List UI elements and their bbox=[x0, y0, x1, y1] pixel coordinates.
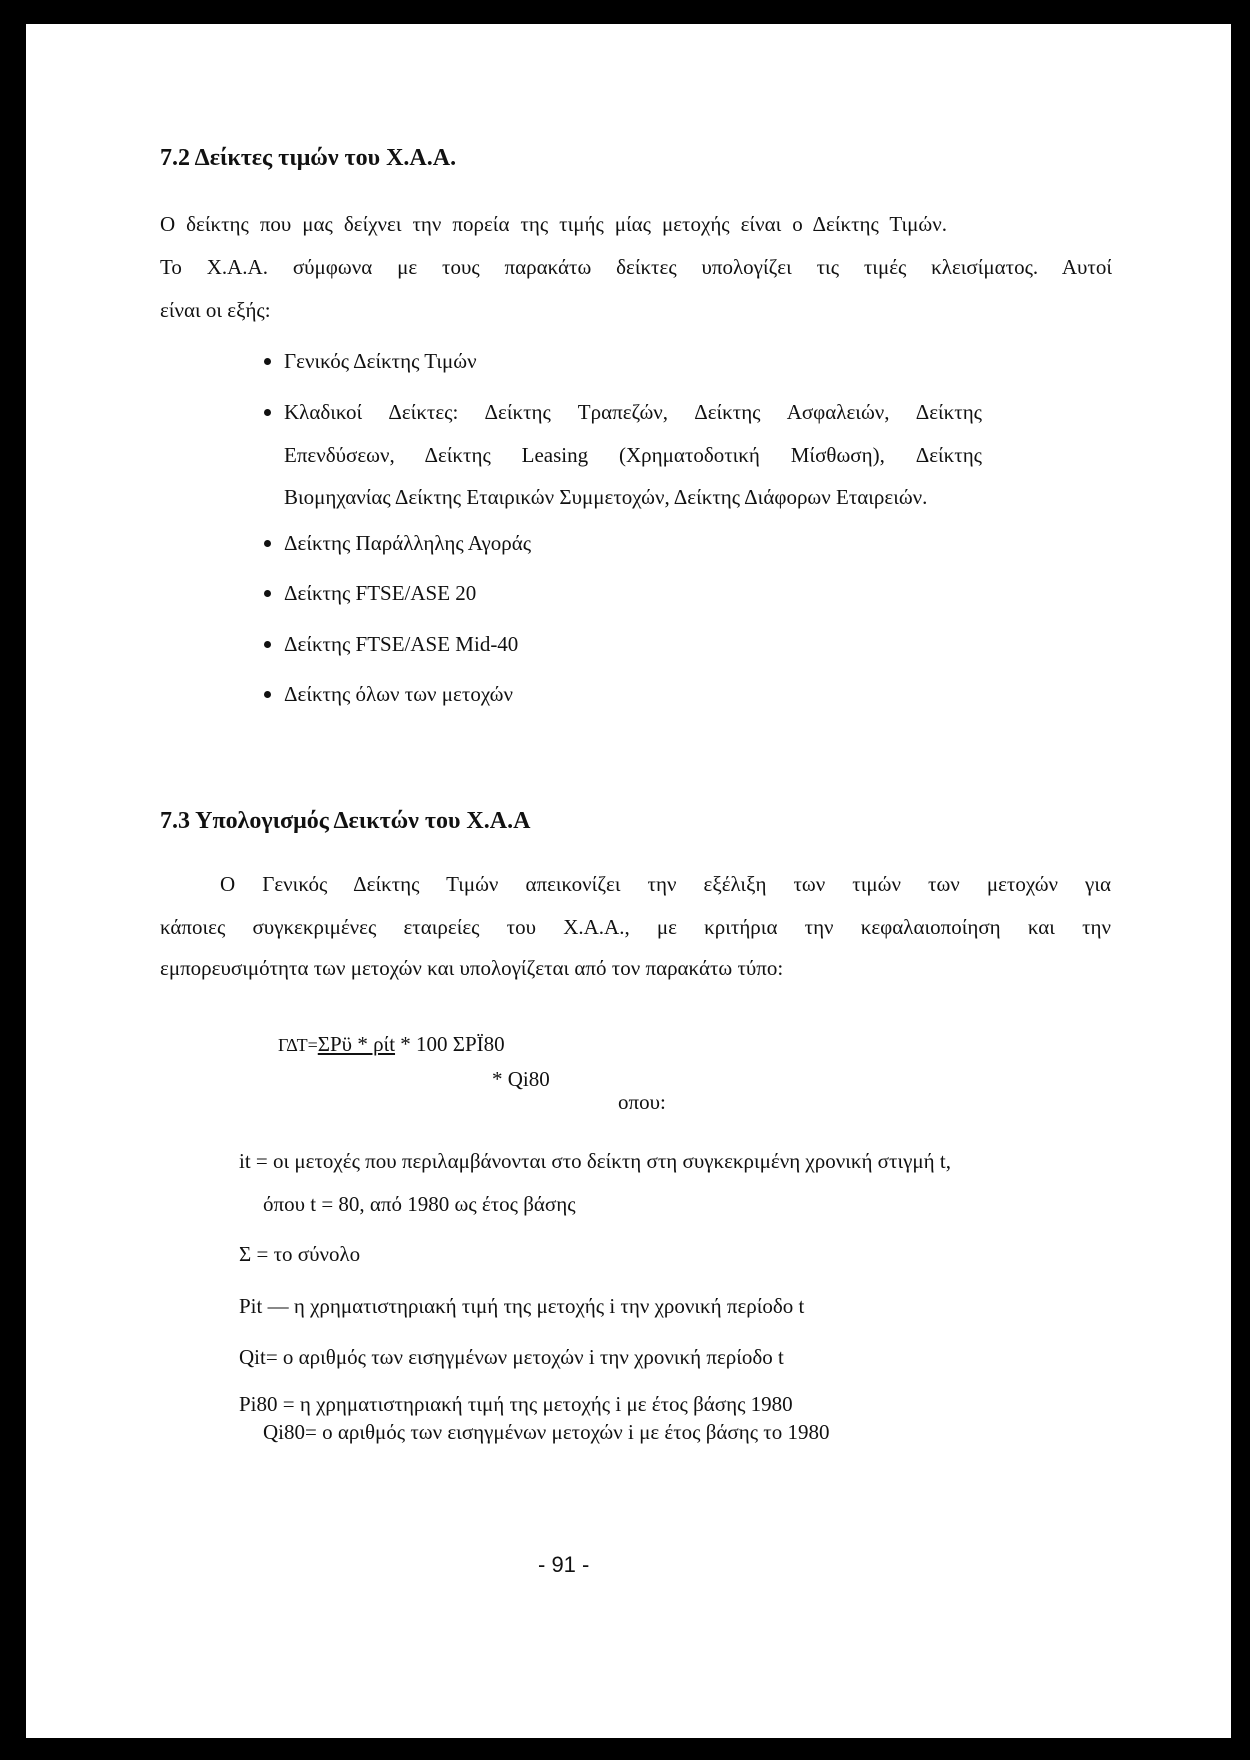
definition-it-continued: όπου t = 80, από 1980 ως έτος βάσης bbox=[263, 1192, 576, 1216]
intro-line-3: είναι οι εξής: bbox=[160, 298, 271, 322]
formula-rest: * 100 ΣΡΪ80 bbox=[395, 1032, 505, 1056]
index-formula bbox=[278, 1034, 505, 1055]
bullet-icon bbox=[264, 409, 271, 416]
list-item: Δείκτης Παράλληλης Αγοράς bbox=[284, 531, 532, 555]
body-line-3: εμπορευσιμότητα των μετοχών και υπολογίζεται από τον παρακάτω τύπο: bbox=[160, 956, 784, 980]
definition-qit: Qit= ο αριθμός των εισηγμένων μετοχών i την χρονική περίοδο t bbox=[239, 1345, 784, 1369]
definition-sigma: Σ = το σύνολο bbox=[239, 1242, 361, 1266]
intro-line-1: Ο δείκτης που μας δείχνει την πορεία της τιμής μίας μετοχής είναι ο Δείκτης Τιμών. bbox=[160, 212, 947, 236]
bullet-icon bbox=[264, 540, 271, 547]
body-line-2: κάποιες συγκεκριμένες εταιρείες του Χ.Α.Α., με κριτήρια την κεφαλαιοποίηση και την bbox=[160, 915, 1111, 939]
intro-line-2: Το Χ.Α.Α. σύμφωνα με τους παρακάτω δείκτες υπολογίζει τις τιμές κλεισίματος. Αυτοί bbox=[160, 255, 1112, 279]
formula-where: οπου: bbox=[618, 1090, 666, 1114]
section-7-2-heading: 7.2 Δείκτες τιμών του Χ.Α.Α. bbox=[160, 145, 457, 171]
list-item: Δείκτης FTSE/ASE 20 bbox=[284, 581, 477, 605]
definition-pi80: Pi80 = η χρηματιστηριακή τιμή της μετοχής i με έτος βάσης 1980 bbox=[239, 1392, 793, 1416]
bullet-icon bbox=[264, 590, 271, 597]
list-item: Δείκτης όλων των μετοχών bbox=[284, 682, 513, 706]
bullet-icon bbox=[264, 691, 271, 698]
bullet-icon bbox=[264, 641, 271, 648]
page-number: - 91 - bbox=[538, 1552, 590, 1577]
section-7-3-heading: 7.3 Υπολογισμός Δεικτών του Χ.Α.Α bbox=[160, 808, 531, 834]
list-item-continuation: Βιομηχανίας Δείκτης Εταιρικών Συμμετοχών, Δείκτης Διάφορων Εταιρειών. bbox=[284, 485, 928, 509]
formula-lhs: ΓΔΤ= bbox=[278, 1035, 318, 1055]
definition-qi80: Qi80= ο αριθμός των εισηγμένων μετοχών i με έτος βάσης το 1980 bbox=[263, 1420, 830, 1444]
formula-numerator: ΣΡϋ * ρίt bbox=[317, 1032, 396, 1056]
list-item: Γενικός Δείκτης Τιμών bbox=[284, 349, 477, 373]
bullet-icon bbox=[264, 358, 271, 365]
definition-it: it = οι μετοχές που περιλαμβάνονται στο δείκτη στη συγκεκριμένη χρονική στιγμή t, bbox=[239, 1149, 951, 1173]
list-item-continuation: Επενδύσεων, Δείκτης Leasing (Χρηματοδοτική Μίσθωση), Δείκτης bbox=[284, 443, 982, 467]
document-page bbox=[26, 24, 1231, 1738]
definition-pit: Pit — η χρηματιστηριακή τιμή της μετοχής i την χρονική περίοδο t bbox=[239, 1294, 805, 1318]
body-line-1: Ο Γενικός Δείκτης Τιμών απεικονίζει την εξέλιξη των τιμών των μετοχών για bbox=[220, 872, 1111, 896]
formula-denominator: * Qi80 bbox=[492, 1067, 550, 1091]
list-item: Δείκτης FTSE/ASE Mid-40 bbox=[284, 632, 519, 656]
list-item: Κλαδικοί Δείκτες: Δείκτης Τραπεζών, Δείκτης Ασφαλειών, Δείκτης bbox=[284, 400, 982, 424]
